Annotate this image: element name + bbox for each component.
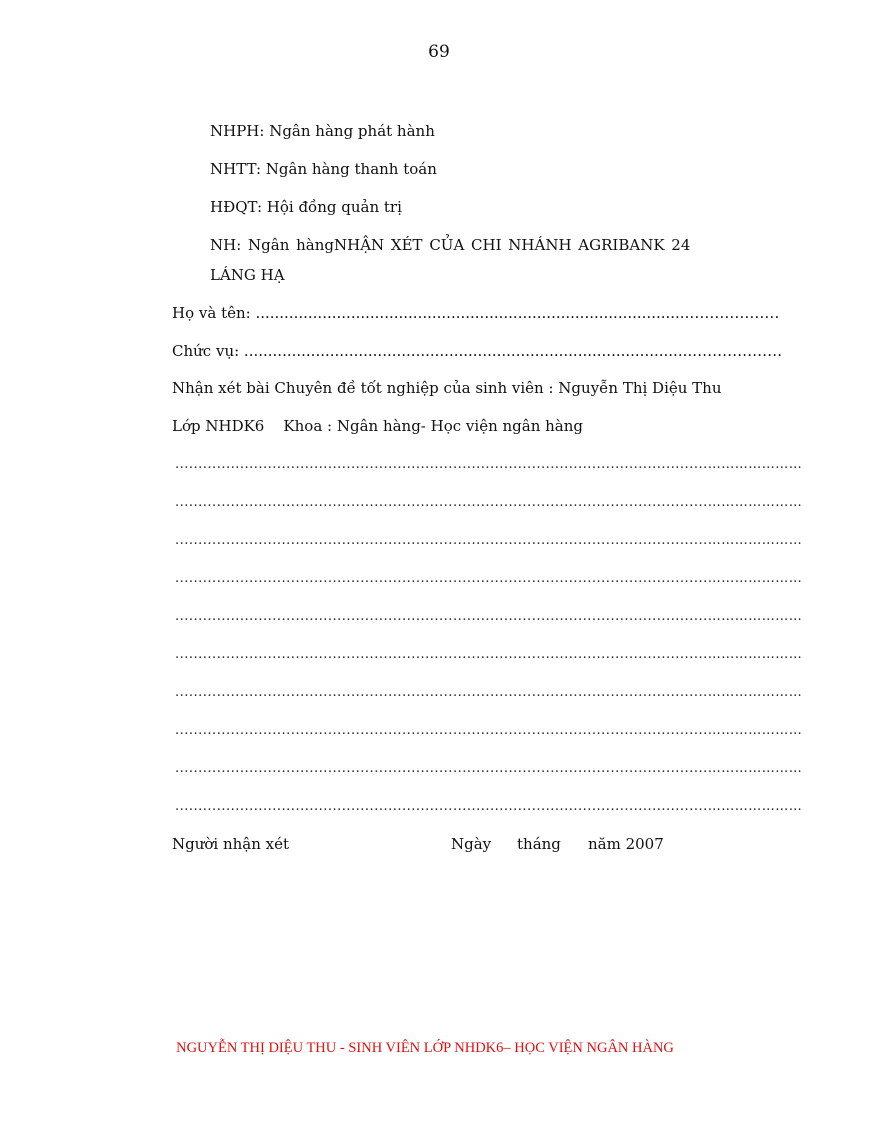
date-month-label: tháng bbox=[517, 835, 561, 853]
dotted-line: ...................................................................................................................………………… bbox=[175, 609, 803, 624]
abbreviation-nhtt: NHTT: Ngân hàng thanh toán bbox=[210, 160, 437, 178]
abbreviation-nhph: NHPH: Ngân hàng phát hành bbox=[210, 122, 435, 140]
date-year-label: năm 2007 bbox=[588, 835, 664, 853]
position-field: Chức vụ: ..............................................................................................……………… bbox=[172, 342, 783, 360]
abbreviation-hdqt: HĐQT: Hội đồng quản trị bbox=[210, 198, 402, 216]
dotted-line: ...................................................................................................................………………… bbox=[175, 723, 803, 738]
class-line: Lớp NHDK6 Khoa : Ngân hàng- Học viện ngân hàng bbox=[172, 417, 584, 435]
page-footer: NGUYỄN THỊ DIỆU THU - SINH VIÊN LỚP NHDK6– HỌC VIỆN NGÂN HÀNG bbox=[176, 1040, 674, 1056]
dotted-line: ...................................................................................................................………………… bbox=[175, 647, 803, 662]
heading-continuation: LÁNG HẠ bbox=[210, 266, 285, 284]
dotted-line: ...................................................................................................................………………… bbox=[175, 799, 803, 814]
dotted-line: ...................................................................................................................………………… bbox=[175, 533, 803, 548]
abbreviation-nh-heading: NH: Ngân hàngNHẬN XÉT CỦA CHI NHÁNH AGRIBANK 24 bbox=[210, 236, 691, 254]
dotted-line: ...................................................................................................................………………… bbox=[175, 495, 803, 510]
dotted-line: ...................................................................................................................………………… bbox=[175, 685, 803, 700]
comment-line: Nhận xét bài Chuyên đề tốt nghiệp của sinh viên : Nguyễn Thị Diệu Thu bbox=[172, 379, 722, 397]
dotted-line: ...................................................................................................................………………… bbox=[175, 571, 803, 586]
name-field: Họ và tên: ...........................................................................................……………… bbox=[172, 304, 780, 322]
page-number: 69 bbox=[428, 42, 450, 62]
dotted-line: ...................................................................................................................………………… bbox=[175, 457, 803, 472]
dotted-line: ...................................................................................................................………………… bbox=[175, 761, 803, 776]
date-day-label: Ngày bbox=[451, 835, 492, 853]
reviewer-label: Người nhận xét bbox=[172, 835, 290, 853]
